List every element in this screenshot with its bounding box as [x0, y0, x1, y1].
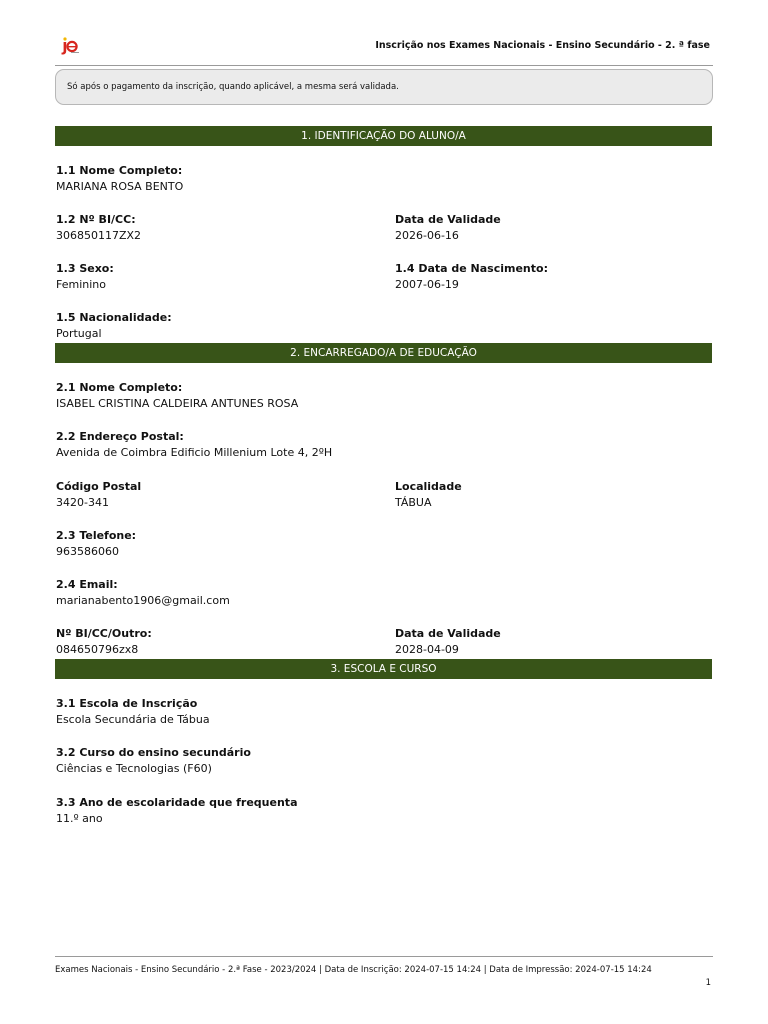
- school-year-value: 11.º ano: [56, 812, 103, 825]
- guardian-name-value: ISABEL CRISTINA CALDEIRA ANTUNES ROSA: [56, 397, 299, 410]
- birth-date-label: 1.4 Data de Nascimento:: [395, 262, 548, 275]
- guardian-id-label: Nº BI/CC/Outro:: [56, 627, 152, 640]
- student-id-label: 1.2 Nº BI/CC:: [56, 213, 136, 226]
- email-label: 2.4 Email:: [56, 578, 118, 591]
- student-name-field: [56, 163, 183, 195]
- page-number: 1: [705, 978, 711, 988]
- locality-label: Localidade: [395, 480, 462, 493]
- jne-logo: [58, 37, 80, 57]
- section-3-header: 3. ESCOLA E CURSO: [55, 659, 712, 679]
- document-title: Inscrição nos Exames Nacionais - Ensino Secundário - 2. ª fase: [375, 40, 710, 51]
- nationality-label: 1.5 Nacionalidade:: [56, 311, 172, 324]
- student-name-value: MARIANA ROSA BENTO: [56, 180, 184, 193]
- course-value: Ciências e Tecnologias (F60): [56, 762, 212, 775]
- postal-address-field: [56, 429, 332, 461]
- footer-text: Exames Nacionais - Ensino Secundário - 2.ª Fase - 2023/2024 | Data de Inscrição: 2024-07-15 14:24 | Data de Impressão: 2024-07-15 14:24: [55, 965, 652, 975]
- guardian-id-field: [56, 626, 152, 658]
- student-id-value: 306850117ZX2: [56, 229, 142, 242]
- student-name-label: 1.1 Nome Completo:: [56, 164, 183, 177]
- school-year-field: [56, 795, 298, 827]
- student-id-expiry-value: 2026-06-16: [395, 229, 459, 242]
- guardian-id-value: 084650796zx8: [56, 643, 139, 656]
- footer-divider: [55, 956, 713, 957]
- locality-value: TÁBUA: [395, 496, 432, 509]
- phone-value: 963586060: [56, 545, 119, 558]
- school-year-label: 3.3 Ano de escolaridade que frequenta: [56, 796, 298, 809]
- guardian-name-label: 2.1 Nome Completo:: [56, 381, 183, 394]
- sex-value: Feminino: [56, 278, 106, 291]
- postal-code-value: 3420-341: [56, 496, 109, 509]
- postal-code-label: Código Postal: [56, 480, 142, 493]
- phone-field: [56, 528, 136, 560]
- locality-field: [395, 479, 462, 511]
- section-1-header: 1. IDENTIFICAÇÃO DO ALUNO/A: [55, 126, 712, 146]
- phone-label: 2.3 Telefone:: [56, 529, 137, 542]
- sex-label: 1.3 Sexo:: [56, 262, 114, 275]
- student-id-expiry-label: Data de Validade: [395, 213, 501, 226]
- birth-date-value: 2007-06-19: [395, 278, 459, 291]
- postal-code-field: [56, 479, 141, 511]
- section-2-header: 2. ENCARREGADO/A DE EDUCAÇÃO: [55, 343, 712, 363]
- email-field: [56, 577, 230, 609]
- guardian-id-expiry-value: 2028-04-09: [395, 643, 459, 656]
- payment-notice: Só após o pagamento da inscrição, quando aplicável, a mesma será validada.: [55, 69, 713, 105]
- postal-address-value: Avenida de Coimbra Edificio Millenium Lote 4, 2ºH: [56, 446, 333, 459]
- birth-date-field: [395, 261, 548, 293]
- student-id-field: [56, 212, 141, 244]
- course-label: 3.2 Curso do ensino secundário: [56, 746, 251, 759]
- guardian-id-expiry-label: Data de Validade: [395, 627, 501, 640]
- sex-field: [56, 261, 114, 293]
- school-value: Escola Secundária de Tábua: [56, 713, 210, 726]
- header-divider: [55, 65, 713, 66]
- email-value: marianabento1906@gmail.com: [56, 594, 230, 607]
- guardian-id-expiry-field: [395, 626, 501, 658]
- school-field: [56, 696, 210, 728]
- school-label: 3.1 Escola de Inscrição: [56, 697, 198, 710]
- nationality-field: [56, 310, 172, 342]
- course-field: [56, 745, 251, 777]
- guardian-name-field: [56, 380, 298, 412]
- postal-address-label: 2.2 Endereço Postal:: [56, 430, 184, 443]
- student-id-expiry-field: [395, 212, 501, 244]
- nationality-value: Portugal: [56, 327, 102, 340]
